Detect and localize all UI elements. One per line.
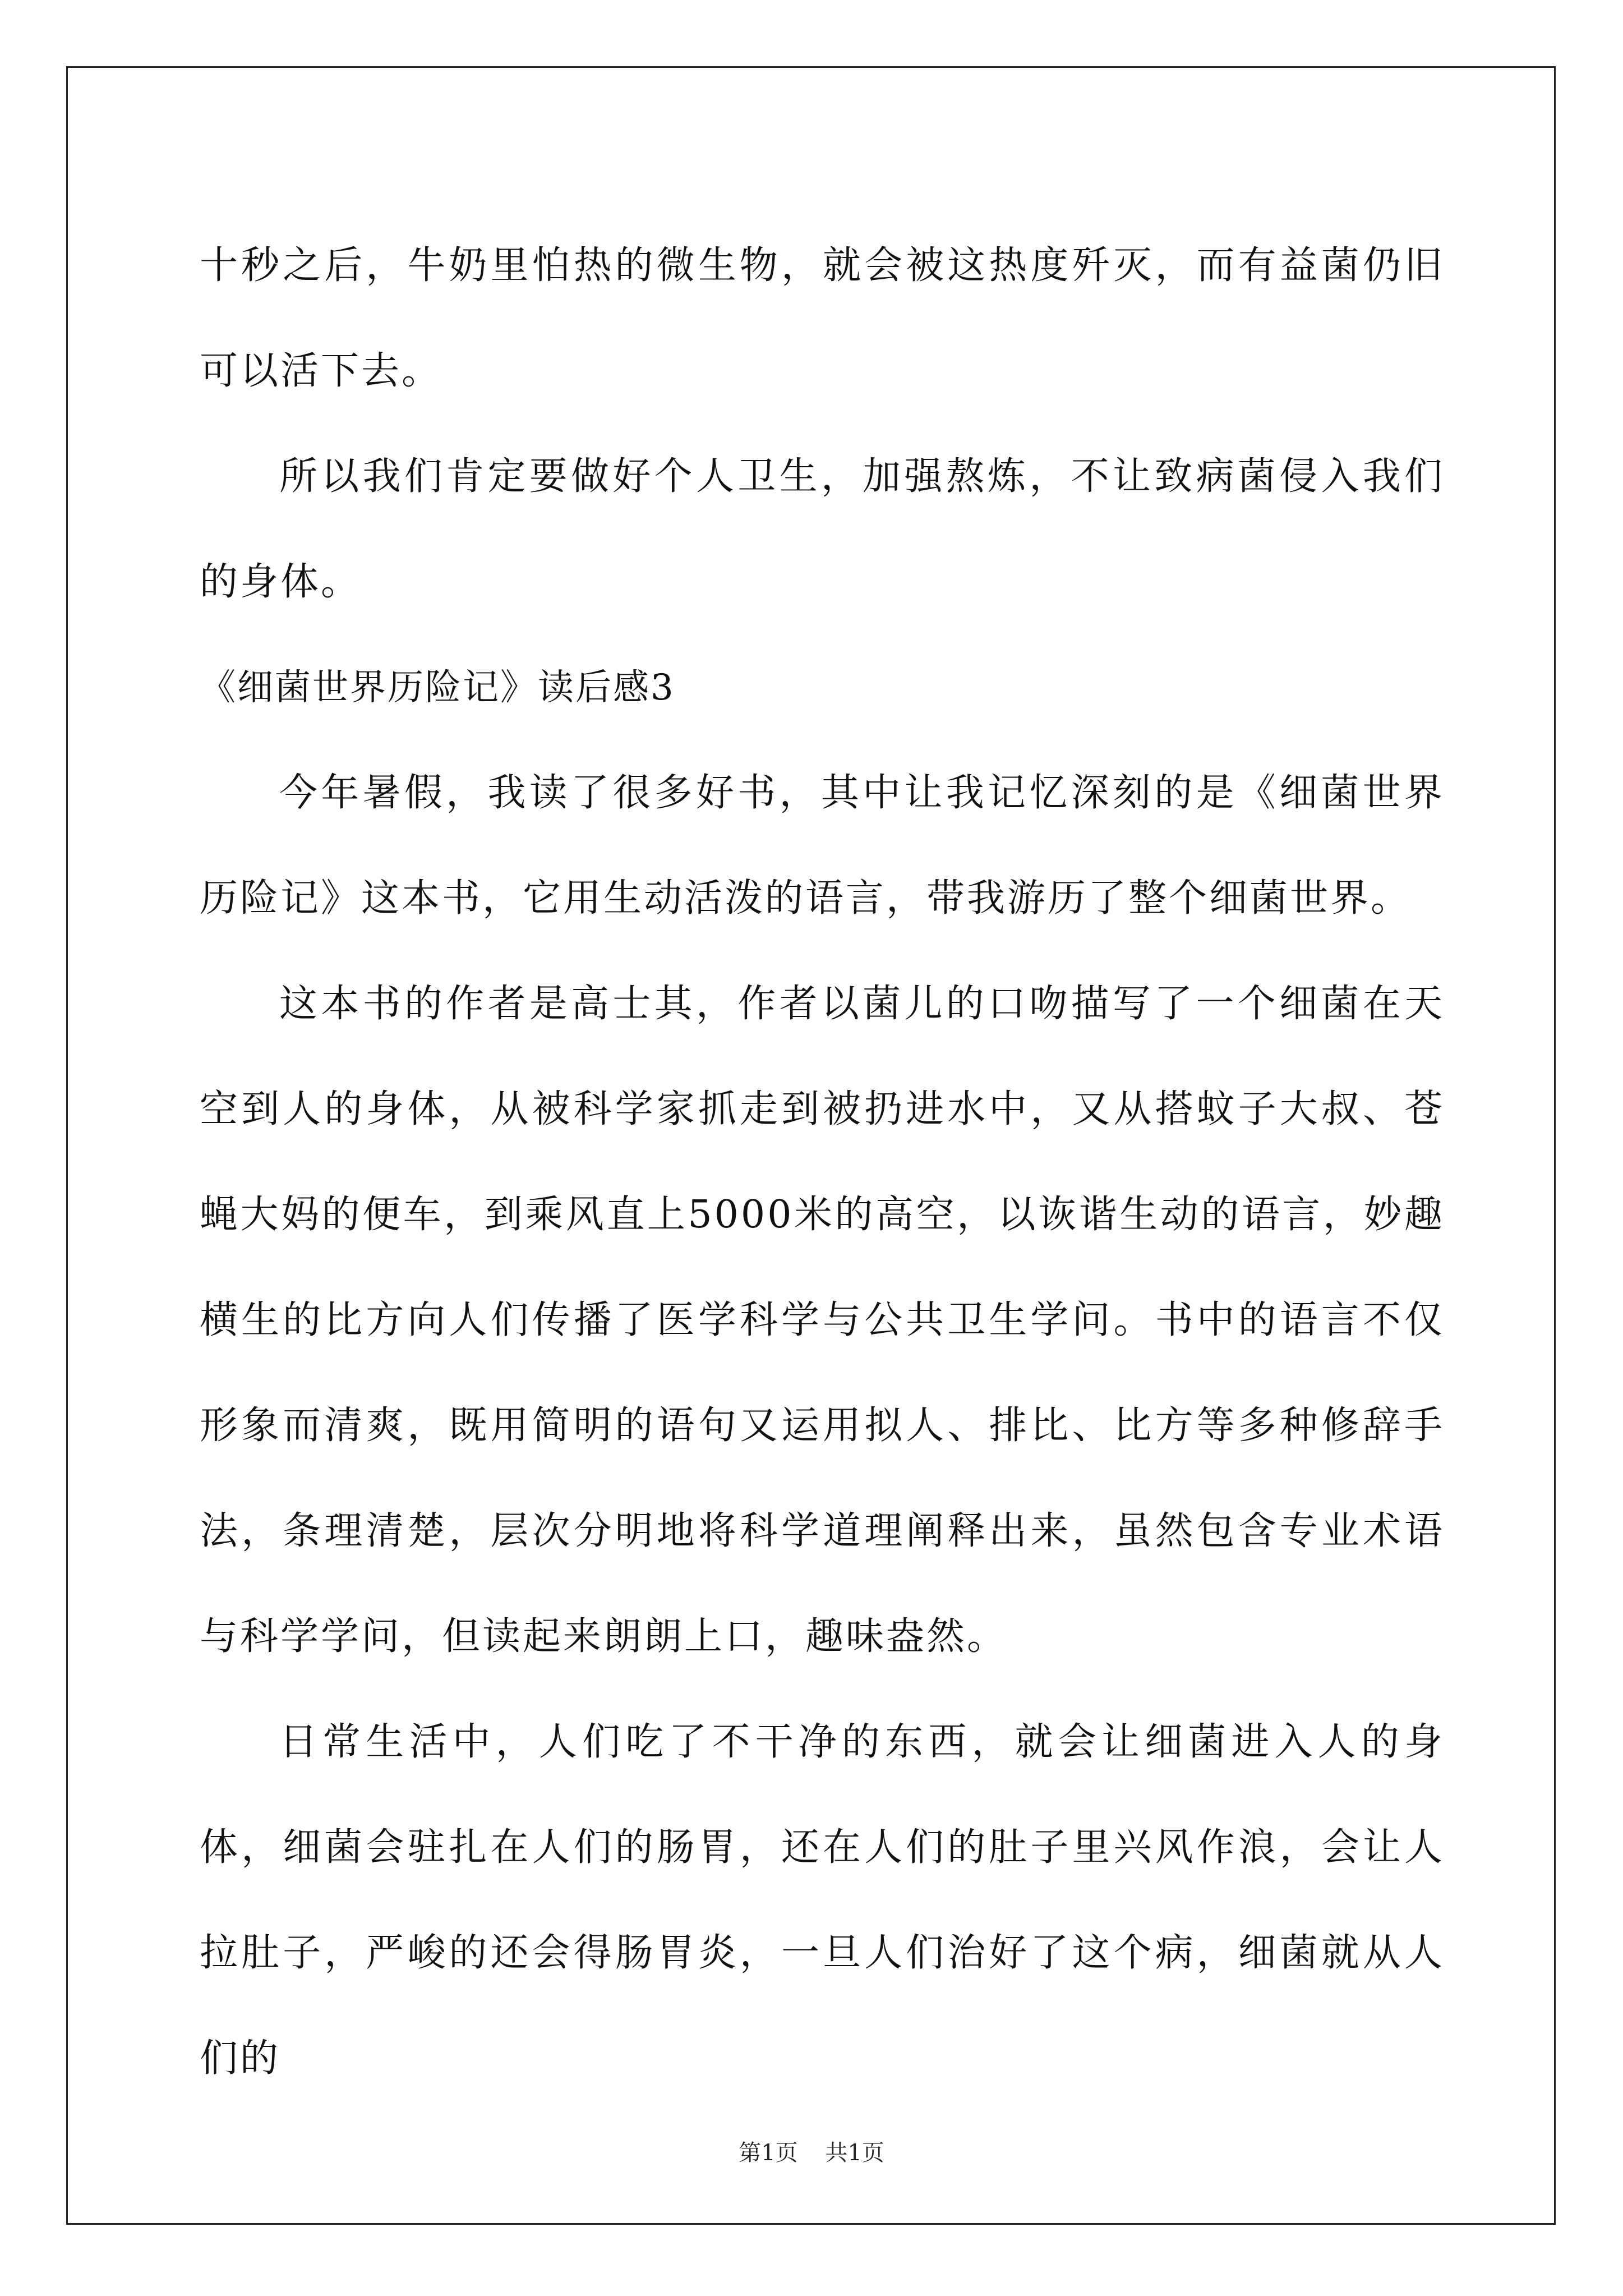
page-footer xyxy=(0,2135,1623,2167)
paragraph-intro: 今年暑假，我读了很多好书，其中让我记忆深刻的是《细菌世界历险记》这本书，它用生动活泼的语言，带我游历了整个细菌世界。 xyxy=(200,771,1445,921)
page-number: 第1页 xyxy=(739,2140,798,2166)
paragraph-daily-life: 日常生活中，人们吃了不干净的东西，就会让细菌进入人的身体，细菌会驻扎在人们的肠胃，还在人们的肚子里兴风作浪，会让人拉肚子，严峻的还会得肠胃炎，一旦人们治好了这个病，细菌就从人们的 xyxy=(200,1720,1445,2081)
paragraph-continuation: 十秒之后，牛奶里怕热的微生物，就会被这热度歼灭，而有益菌仍旧可以活下去。 xyxy=(200,243,1445,393)
page-total: 共1页 xyxy=(825,2140,884,2166)
essay-heading: 《细菌世界历险记》读后感3 xyxy=(200,667,675,708)
document-body xyxy=(200,213,1445,2111)
paragraph-author: 这本书的作者是高士其，作者以菌儿的口吻描写了一个细菌在天空到人的身体，从被科学家抓走到被扔进水中，又从搭蚊子大叔、苍蝇大妈的便车，到乘风直上5000米的高空，以诙谐生动的语言，妙趣横生的比方向人们传播了医学科学与公共卫生学问。书中的语言不仅形象而清爽，既用简明的语句又运用拟人、排比、比方等多种修辞手法，条理清楚，层次分明地将科学道理阐释出来，虽然包含专业术语与科学学问，但读起来朗朗上口，趣味盎然。 xyxy=(200,982,1445,1659)
paragraph-hygiene: 所以我们肯定要做好个人卫生，加强熬炼，不让致病菌侵入我们的身体。 xyxy=(200,454,1445,604)
